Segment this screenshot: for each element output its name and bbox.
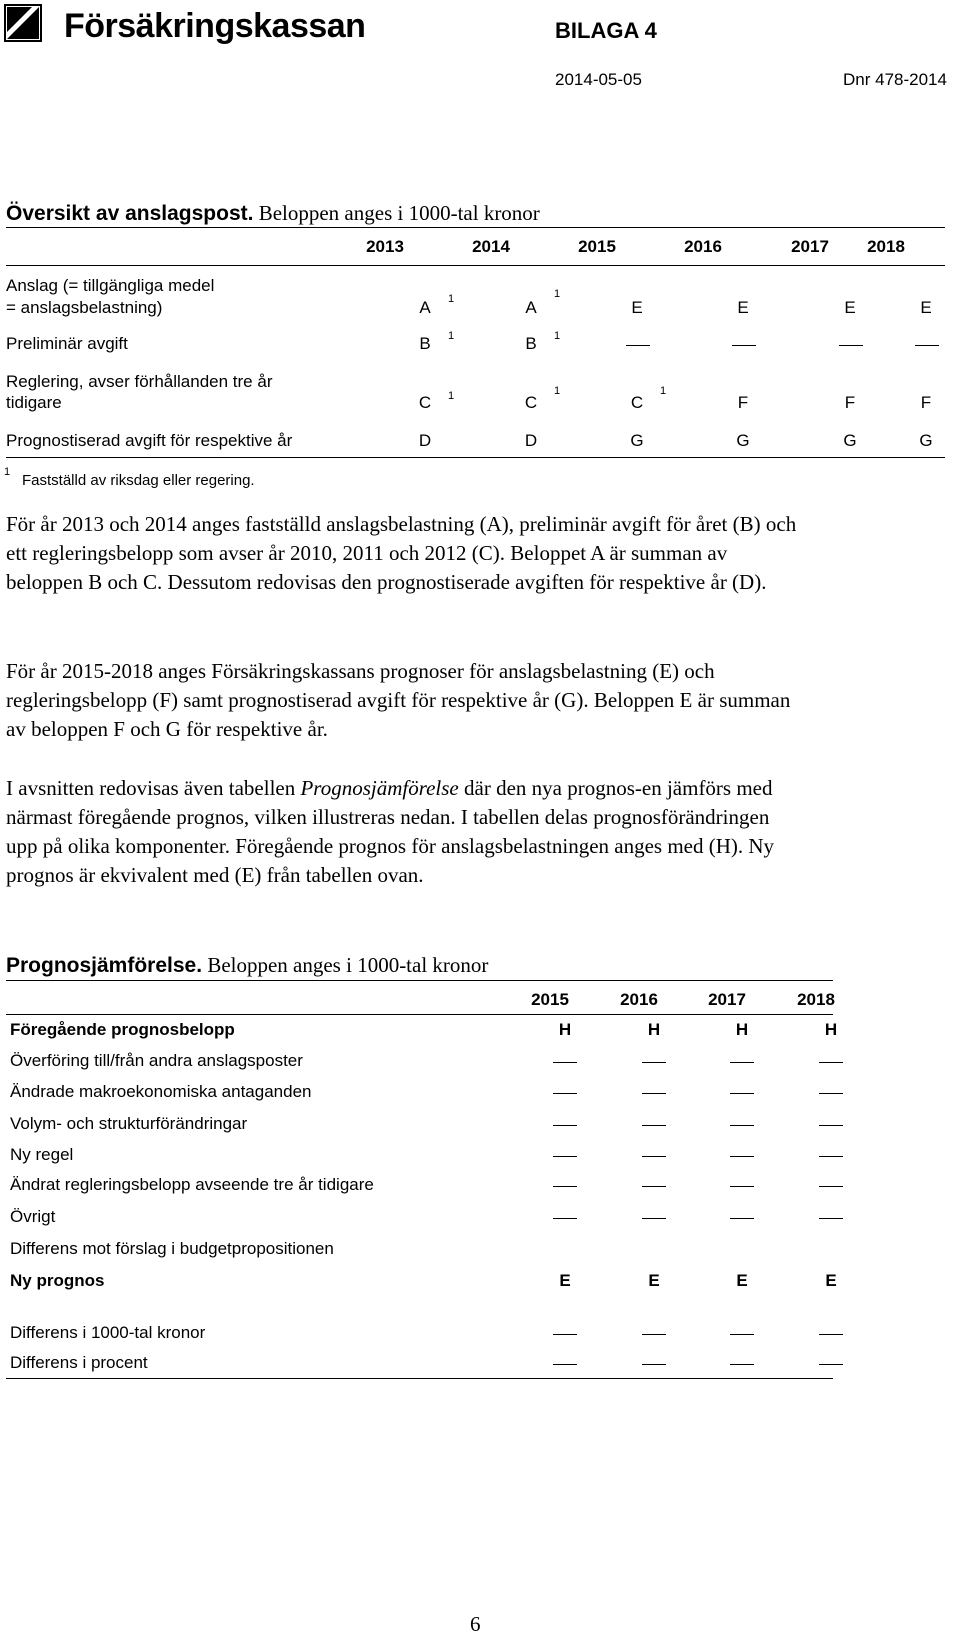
dash-mark: [553, 1156, 577, 1157]
dash-mark: [642, 1156, 666, 1157]
table-row-label: Volym- och strukturförändringar: [10, 1114, 248, 1133]
table-cell: A: [419, 298, 431, 317]
dash-mark: [915, 345, 939, 346]
table-cell: H: [558, 1020, 572, 1039]
dash-mark: [819, 1062, 843, 1063]
footnote-mark: 1: [448, 330, 455, 342]
paragraph-text: [6, 774, 801, 890]
dash-mark: [839, 345, 863, 346]
document-date: 2014-05-05: [555, 70, 642, 89]
table-cell: C: [418, 393, 432, 412]
table-cell: F: [737, 393, 749, 412]
table-cell: D: [524, 431, 538, 450]
dash-mark: [730, 1334, 754, 1335]
footnote-mark: 1: [660, 385, 667, 397]
document-number: Dnr 478-2014: [843, 70, 947, 89]
dash-mark: [730, 1093, 754, 1094]
table-row-label: Ny prognos: [10, 1271, 105, 1290]
comparison-title-rest: Beloppen anges i 1000-tal kronor: [202, 953, 489, 977]
table-cell: C: [630, 393, 644, 412]
dash-mark: [642, 1062, 666, 1063]
table-cell: G: [843, 431, 857, 450]
table-row-label: Ändrat regleringsbelopp avseende tre år tidigare: [10, 1175, 374, 1194]
table-row-label: Övrigt: [10, 1207, 56, 1226]
table-cell: H: [647, 1020, 661, 1039]
table-cell: G: [736, 431, 750, 450]
dash-mark: [819, 1156, 843, 1157]
dash-mark: [819, 1093, 843, 1094]
footnote-mark: 1: [554, 288, 561, 300]
dash-mark: [553, 1364, 577, 1365]
table-row-label: Ändrade makroekonomiska antaganden: [10, 1082, 312, 1101]
dash-mark: [553, 1334, 577, 1335]
table-cell: C: [524, 393, 538, 412]
year-header: 2018: [797, 990, 835, 1009]
table-cell: E: [631, 298, 643, 317]
footnote-mark: 1: [448, 293, 455, 305]
dash-mark: [642, 1364, 666, 1365]
year-header: 2016: [684, 237, 722, 256]
table-cell: G: [919, 431, 933, 450]
overview-title-bold: Översikt av anslagspost.: [6, 202, 254, 225]
table-row-label: Differens mot förslag i budgetpropositionen: [10, 1239, 334, 1258]
table-cell: G: [630, 431, 644, 450]
dash-mark: [642, 1125, 666, 1126]
paragraph-text-part: där den nya prognos-en jämförs med närmast föregående prognos, vilken illustreras nedan. I tabellen delas prognosförändringen upp på olika komponenter. Föregående prognos för anslagsbelastningen anges med (H). Ny prognos är ekvivalent med (E) från tabellen ovan.: [6, 776, 775, 887]
comparison-title: [6, 952, 488, 979]
dash-mark: [819, 1125, 843, 1126]
dash-mark: [819, 1364, 843, 1365]
year-header: 2017: [791, 237, 829, 256]
paragraph: [6, 657, 801, 744]
bilaga-label: BILAGA 4: [555, 18, 657, 43]
table-rule: [6, 227, 945, 228]
table-name-emphasis: Prognosjämförelse: [300, 776, 459, 800]
dash-mark: [819, 1186, 843, 1187]
year-header: 2015: [531, 990, 569, 1009]
row-label: Reglering, avser förhållanden tre år: [6, 372, 273, 391]
table-cell: F: [844, 393, 856, 412]
footnote: Fastställd av riksdag eller regering.: [22, 472, 255, 489]
page-number: 6: [470, 1612, 481, 1636]
paragraph-text: För år 2013 och 2014 anges fastställd anslagsbelastning (A), preliminär avgift för året (B) och ett regleringsbelopp som avser år 2010, 2011 och 2012 (C). Beloppet A är summan av beloppen B och C. Dessutom redovisas den prognostiserade avgiften för respektive år (D).: [6, 512, 797, 594]
dash-mark: [819, 1218, 843, 1219]
table-cell: E: [559, 1271, 571, 1290]
table-cell: E: [648, 1271, 660, 1290]
year-header: 2017: [708, 990, 746, 1009]
table-rule: [6, 265, 945, 266]
table-rule: [6, 1378, 833, 1379]
logo-wordmark: Försäkringskassan: [64, 7, 366, 45]
dash-mark: [730, 1364, 754, 1365]
dash-mark: [730, 1186, 754, 1187]
year-header: 2018: [867, 237, 905, 256]
table-row-label: Föregående prognosbelopp: [10, 1020, 235, 1039]
paragraph: [6, 774, 801, 890]
table-cell: D: [418, 431, 432, 450]
paragraph-text: För år 2015-2018 anges Försäkringskassans prognoser för anslagsbelastning (E) och regleringsbelopp (F) samt prognostiserad avgift för respektive år (G). Beloppen E är summan av beloppen F och G för respektive år.: [6, 659, 791, 741]
dash-mark: [553, 1093, 577, 1094]
dash-mark: [553, 1218, 577, 1219]
table-rule: [6, 1014, 833, 1015]
overview-title: [6, 200, 540, 227]
year-header: 2014: [472, 237, 510, 256]
dash-mark: [730, 1125, 754, 1126]
dash-mark: [642, 1093, 666, 1094]
table-cell: H: [735, 1020, 749, 1039]
table-cell: H: [824, 1020, 838, 1039]
table-cell: E: [737, 298, 749, 317]
row-label: Prognostiserad avgift för respektive år: [6, 431, 293, 450]
logo-icon: [4, 4, 42, 42]
footnote-mark: 1: [448, 390, 455, 402]
paragraph: [6, 510, 801, 597]
year-header: 2016: [620, 990, 658, 1009]
dash-mark: [732, 345, 756, 346]
dash-mark: [730, 1156, 754, 1157]
footnote-mark: 1: [554, 330, 561, 342]
table-row-label: Överföring till/från andra anslagsposter: [10, 1051, 303, 1070]
dash-mark: [642, 1186, 666, 1187]
table-cell: B: [525, 334, 537, 353]
dash-mark: [642, 1218, 666, 1219]
dash-mark: [730, 1218, 754, 1219]
row-label: = anslagsbelastning): [6, 298, 163, 317]
table-cell: E: [736, 1271, 748, 1290]
table-cell: E: [920, 298, 932, 317]
table-rule: [6, 457, 945, 458]
table-row-label: Differens i procent: [10, 1353, 148, 1372]
table-cell: B: [419, 334, 431, 353]
table-cell: E: [825, 1271, 837, 1290]
row-label: Preliminär avgift: [6, 334, 128, 353]
comparison-title-bold: Prognosjämförelse.: [6, 954, 203, 977]
dash-mark: [730, 1062, 754, 1063]
dash-mark: [553, 1062, 577, 1063]
table-row-label: Ny regel: [10, 1145, 74, 1164]
year-header: 2015: [578, 237, 616, 256]
row-label: tidigare: [6, 393, 62, 412]
table-cell: A: [525, 298, 537, 317]
table-cell: F: [920, 393, 932, 412]
dash-mark: [553, 1186, 577, 1187]
overview-title-rest: Beloppen anges i 1000-tal kronor: [253, 201, 540, 225]
table-cell: E: [844, 298, 856, 317]
dash-mark: [642, 1334, 666, 1335]
dash-mark: [819, 1334, 843, 1335]
dash-mark: [626, 345, 650, 346]
paragraph-text-part: I avsnitten redovisas även tabellen: [6, 776, 301, 800]
dash-mark: [553, 1125, 577, 1126]
row-label: Anslag (= tillgängliga medel: [6, 276, 215, 295]
year-header: 2013: [366, 237, 404, 256]
table-rule: [6, 980, 833, 981]
table-row-label: Differens i 1000-tal kronor: [10, 1323, 206, 1342]
footnote-mark: 1: [554, 385, 561, 397]
footnote-mark: 1: [4, 466, 11, 478]
